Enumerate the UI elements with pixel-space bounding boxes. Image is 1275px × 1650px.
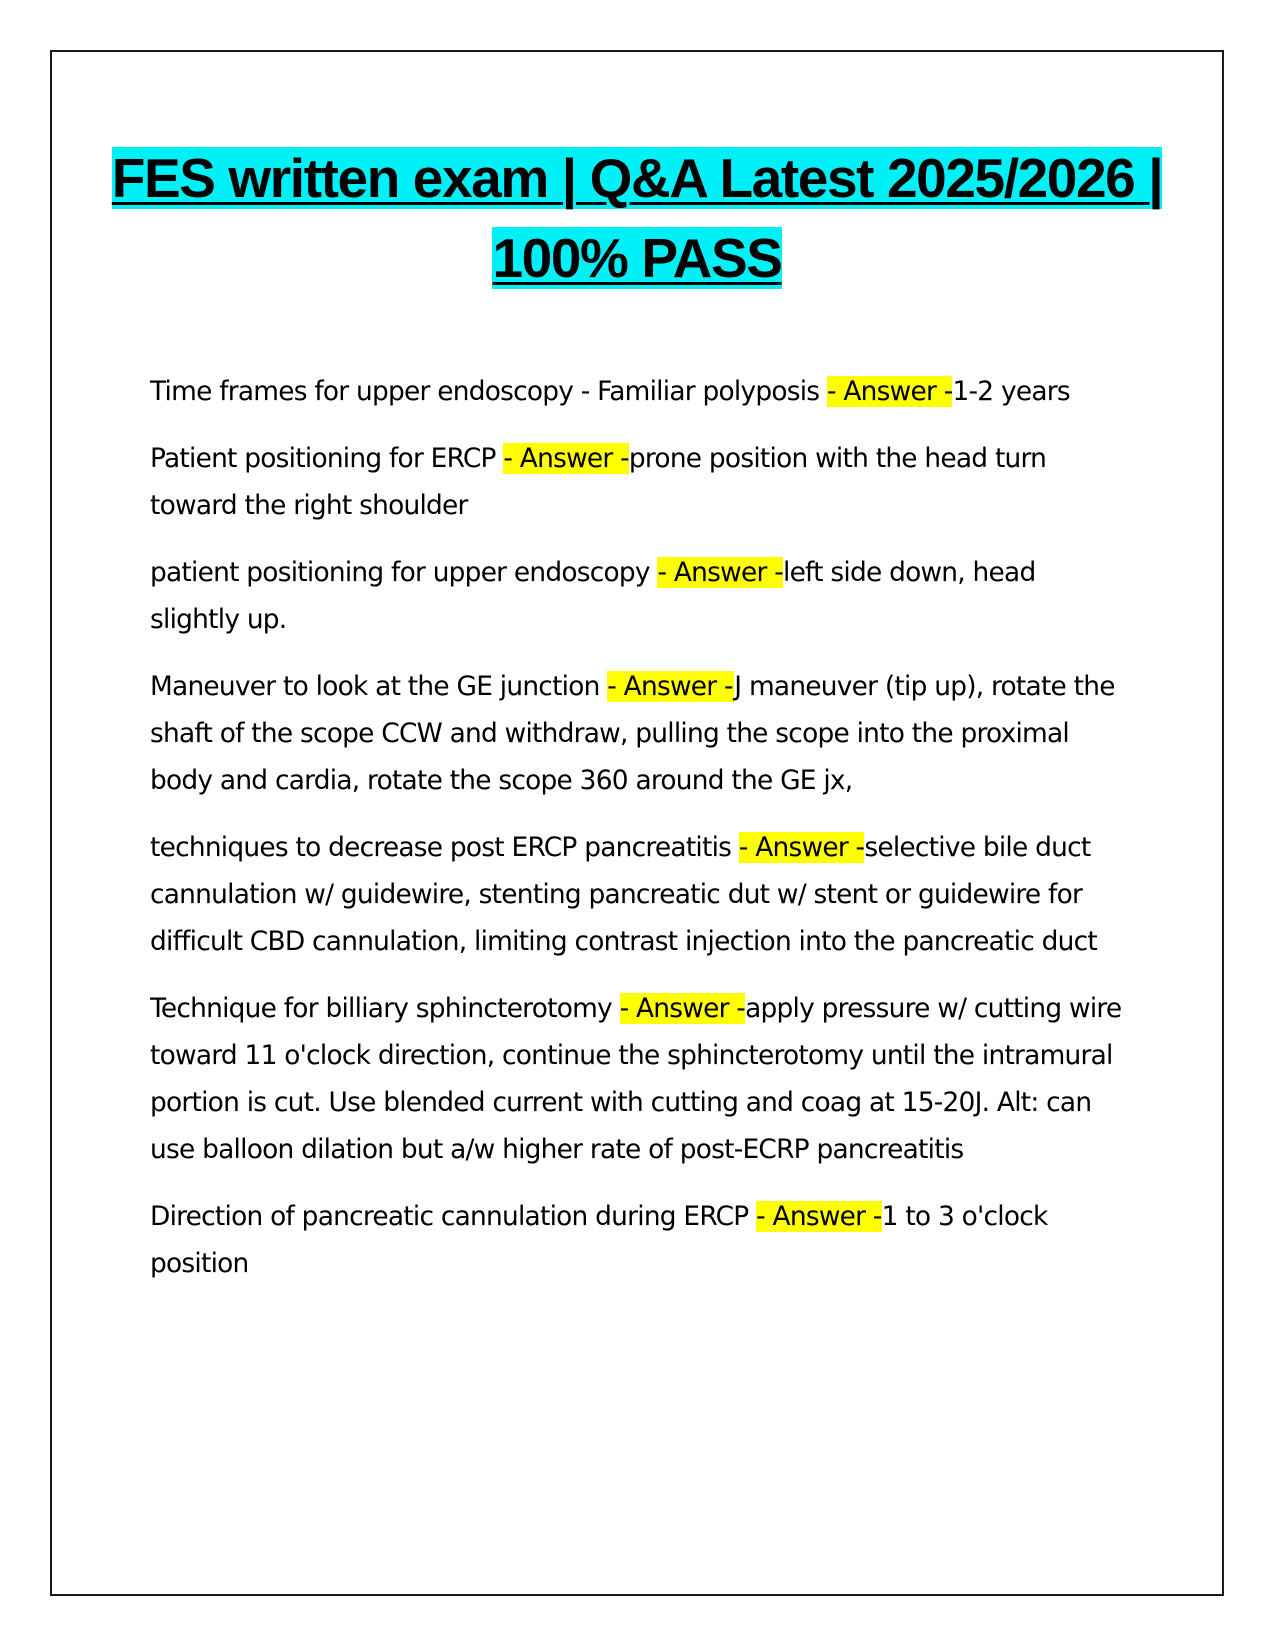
title-block (52, 138, 1222, 298)
answer-marker: - Answer - (607, 671, 735, 702)
answer-marker: - Answer - (619, 993, 746, 1024)
qa-item (150, 368, 1130, 415)
question-text: Technique for billiary sphincterotomy (150, 993, 620, 1024)
answer-text: J maneuver (tip up), rotate the shaft of the scope CCW and withdraw, pulling the scope into the proximal body and cardia, rotate the scope 360 around the GE jx, (150, 671, 1115, 796)
question-text: Time frames for upper endoscopy - Familiar polyposis (150, 376, 827, 407)
qa-item (150, 824, 1130, 965)
answer-text: apply pressure w/ cutting wire toward 11 o'clock direction, continue the sphincterotomy until the intramural portion is cut. Use blended current with cutting and coag at 15-20J. Alt: can use balloon dilation but a/w higher rate of post-ECRP pancreatitis (150, 993, 1122, 1165)
answer-text: selective bile duct cannulation w/ guidewire, stenting pancreatic dut w/ stent or guidewire for difficult CBD cannulation, limiting contrast injection into the pancreatic duct (150, 832, 1097, 957)
answer-text: left side down, head slightly up. (150, 557, 1036, 635)
question-text: Patient positioning for ERCP (150, 443, 504, 474)
answer-text: 1 to 3 o'clock position (150, 1201, 1048, 1279)
qa-list (150, 368, 1130, 1307)
qa-item (150, 549, 1130, 643)
qa-item (150, 663, 1130, 804)
question-text: patient positioning for upper endoscopy (150, 557, 658, 588)
answer-marker: - Answer - (503, 443, 629, 474)
qa-item (150, 985, 1130, 1173)
answer-marker: - Answer - (657, 557, 783, 588)
answer-marker: - Answer - (738, 832, 865, 863)
document-title: FES written exam | Q&A Latest 2025/2026 | 100% PASS (111, 147, 1163, 289)
answer-marker: - Answer - (756, 1201, 882, 1232)
question-text: Maneuver to look at the GE junction (150, 671, 608, 702)
answer-text: prone position with the head turn toward the right shoulder (150, 443, 1047, 521)
question-text: techniques to decrease post ERCP pancreatitis (150, 832, 739, 863)
answer-marker: - Answer - (826, 376, 953, 407)
answer-text: 1-2 years (952, 376, 1070, 407)
question-text: Direction of pancreatic cannulation during ERCP (150, 1201, 757, 1232)
qa-item (150, 1193, 1130, 1287)
qa-item (150, 435, 1130, 529)
